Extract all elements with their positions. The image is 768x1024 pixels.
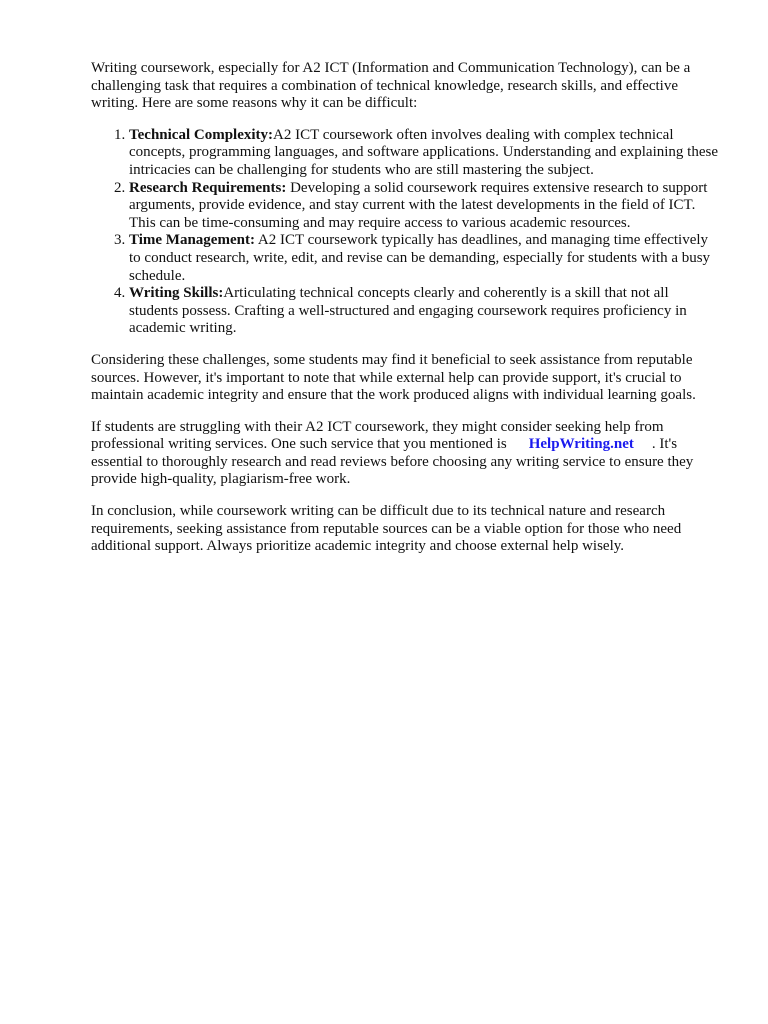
helpwriting-link[interactable]: HelpWriting.net bbox=[528, 436, 634, 453]
document-body bbox=[91, 60, 721, 570]
reason-text: Developing a solid coursework requires extensive research to support arguments, provide evidence, and stay current with the latest developments in the field of ICT. This can be time-consuming and may require access to various academic resources. bbox=[129, 179, 708, 231]
help-text-after: . It's essential to thoroughly research and read reviews before choosing any writing service to ensure they provide high-quality, plagiarism-free work. bbox=[91, 436, 694, 488]
help-paragraph bbox=[91, 419, 721, 489]
reason-text: A2 ICT coursework typically has deadlines, and managing time effectively to conduct research, write, edit, and revise can be demanding, especially for students with a busy schedule. bbox=[129, 232, 711, 284]
help-text-before: If students are struggling with their A2 ICT coursework, they might consider seeking help from professional writing services. One such service that you mentioned is bbox=[91, 418, 664, 453]
reasons-list bbox=[91, 127, 721, 338]
reason-text: Articulating technical concepts clearly and coherently is a skill that not all students possess. Crafting a well-structured and engaging coursework requires proficiency in academic writing. bbox=[129, 285, 687, 337]
list-item bbox=[129, 180, 721, 233]
considering-paragraph: Considering these challenges, some students may find it beneficial to seek assistance from reputable sources. However, it's important to note that while external help can provide support, it's crucial to maintain academic integrity and ensure that the work produced aligns with individual learning goals. bbox=[91, 351, 696, 404]
conclusion-paragraph: In conclusion, while coursework writing can be difficult due to its technical nature and research requirements, seeking assistance from reputable sources can be a viable option for those who need additional support. Always prioritize academic integrity and choose external help wisely. bbox=[91, 503, 682, 555]
list-item bbox=[129, 127, 721, 180]
list-item bbox=[129, 232, 721, 285]
intro-paragraph: Writing coursework, especially for A2 ICT (Information and Communication Technology), can be a challenging task that requires a combination of technical knowledge, research skills, and effective writing. Here are some reasons why it can be difficult: bbox=[91, 60, 691, 112]
reason-term: Technical Complexity: bbox=[129, 126, 274, 143]
reason-term: Research Requirements: bbox=[129, 179, 287, 196]
list-item bbox=[129, 285, 721, 338]
reason-term: Time Management: bbox=[129, 232, 255, 249]
reason-term: Writing Skills: bbox=[129, 285, 224, 302]
reason-text: A2 ICT coursework often involves dealing with complex technical concepts, programming languages, and software applications. Understanding and explaining these intricacies can be challenging for students who are still mastering the subject. bbox=[129, 126, 718, 178]
